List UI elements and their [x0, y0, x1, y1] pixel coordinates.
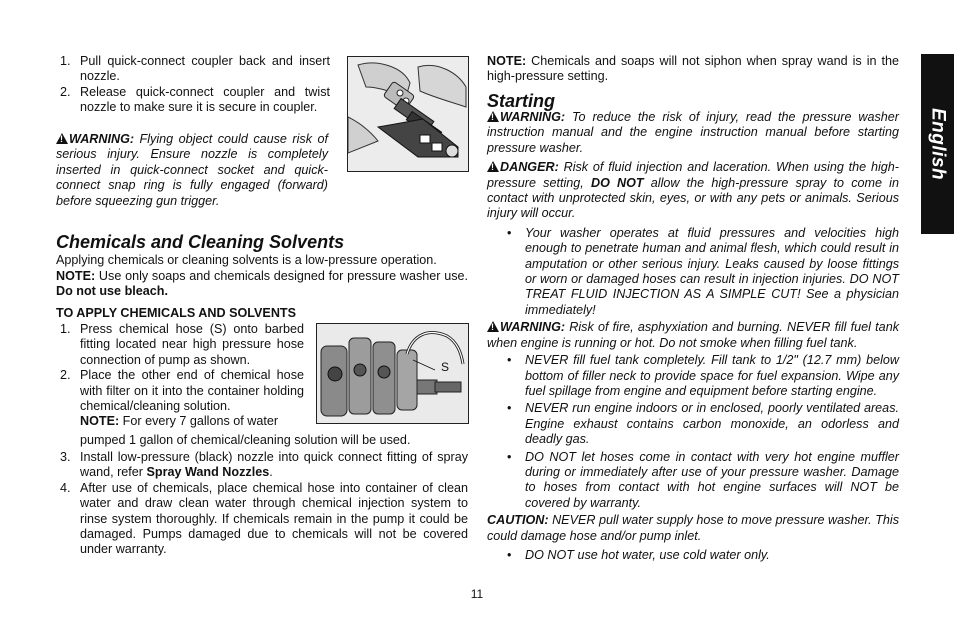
figure-label-s: S: [441, 360, 450, 374]
nozzle-coupler-illustration: [347, 56, 469, 172]
danger-icon: [487, 161, 499, 172]
starting-heading: Starting: [487, 91, 556, 111]
chemicals-note: NOTE: Use only soaps and chemicals designed for pressure washer use. Do not use bleach.: [56, 269, 468, 299]
chemicals-intro: Applying chemicals or cleaning solvents is a low-pressure operation.: [56, 253, 437, 267]
list-item: • DO NOT let hoses come in contact with very hot engine muffler during or immediately after use of your pressure washer. Damage to hoses from contact with hot engine surfaces will NOT be covered by warranty.: [507, 449, 899, 510]
list-item: 3. Install low-pressure (black) nozzle into quick connect fitting of spray wand, refer Spray Wand Nozzles.: [60, 450, 468, 480]
language-tab: [921, 54, 954, 234]
list-item: 2. Release quick-connect coupler and twist nozzle to make sure it is secure in coupler.: [60, 84, 330, 115]
list-item: • NEVER fill fuel tank completely. Fill tank to 1/2" (12.7 mm) below bottom of filler neck to provide space for fuel expansion. Wipe any fuel spillage from engine and equipment before starting engine.: [507, 353, 899, 398]
fire-warning: !WARNING: Risk of fire, asphyxiation and burning. NEVER fill fuel tank when engine is running or hot. Do not smoke when filling fuel tank.: [487, 320, 899, 351]
list-item: • DO NOT use hot water, use cold water only.: [507, 547, 770, 562]
nozzle-steps: [56, 54, 330, 116]
chemicals-heading: Chemicals and Cleaning Solvents: [56, 232, 345, 252]
caution-notice: CAUTION: NEVER pull water supply hose to move pressure washer. This could damage hose and/or pump inlet.: [487, 513, 899, 543]
warning-icon: [56, 133, 68, 144]
list-item: • Your washer operates at fluid pressures and velocities high enough to penetrate human and animal flesh, which could result in amputation or other serious injury. Leaks caused by loose fittings or worn or damaged hoses can result in injection injuries. DO NOT TREAT FLUID INJECTION AS A SIMPLE CUT! See a physician immediately!: [507, 225, 899, 317]
siphon-note: NOTE: Chemicals and soaps will not siphon when spray wand is in the high-pressure setting.: [487, 54, 899, 84]
list-item: • NEVER run engine indoors or in enclosed, poorly ventilated areas. Engine exhaust contains carbon monoxide, an odorless and deadly gas.: [507, 401, 899, 447]
page-number: 11: [470, 587, 484, 601]
list-item: 2. Place the other end of chemical hose with filter on it into the container holding chemical/cleaning solution.: [60, 368, 304, 414]
starting-warning: !WARNING: To reduce the risk of injury, read the pressure washer instruction manual and the engine instruction manual before starting pressure washer.: [487, 110, 899, 156]
starting-content: [487, 110, 899, 563]
apply-steps: [56, 322, 304, 430]
apply-steps-continued: [56, 450, 468, 558]
warning-icon: [487, 321, 499, 332]
apply-note-continued: pumped 1 gallon of chemical/cleaning solution will be used.: [80, 433, 411, 447]
nozzle-warning: !WARNING: Flying object could cause risk of serious injury. Ensure nozzle is completely inserted in quick-connect socket and quick-connect snap ring is fully engaged (forward) before squeezing gun trigger.: [56, 132, 328, 209]
apply-note: NOTE: For every 7 gallons of water: [80, 414, 279, 429]
list-item: 4. After use of chemicals, place chemical hose into container of clean water and draw clean water through chemical injection system to rinse system thoroughly. If chemicals remain in the pump it could be damaged. Pumps damaged due to chemicals will not be covered under warranty.: [60, 480, 468, 557]
apply-heading: TO APPLY CHEMICALS AND SOLVENTS: [56, 306, 297, 320]
pump-chemical-hose-illustration: [316, 323, 469, 424]
danger-notice: !DANGER: Risk of fluid injection and laceration. When using the high-pressure setting, DO NOT allow the high-pressure spray to come in contact with unprotected skin, eyes, or with any pets or animals. Serious injury will occur.: [487, 160, 899, 222]
nozzle-coupler-drawing: [348, 57, 468, 171]
warning-icon: [487, 111, 499, 122]
list-item: 1. Press chemical hose (S) onto barbed fitting located near high pressure hose connection of pump as shown.: [60, 322, 304, 367]
list-item: 1. Pull quick-connect coupler back and insert nozzle.: [60, 54, 330, 84]
language-tab-label: English: [927, 107, 949, 181]
